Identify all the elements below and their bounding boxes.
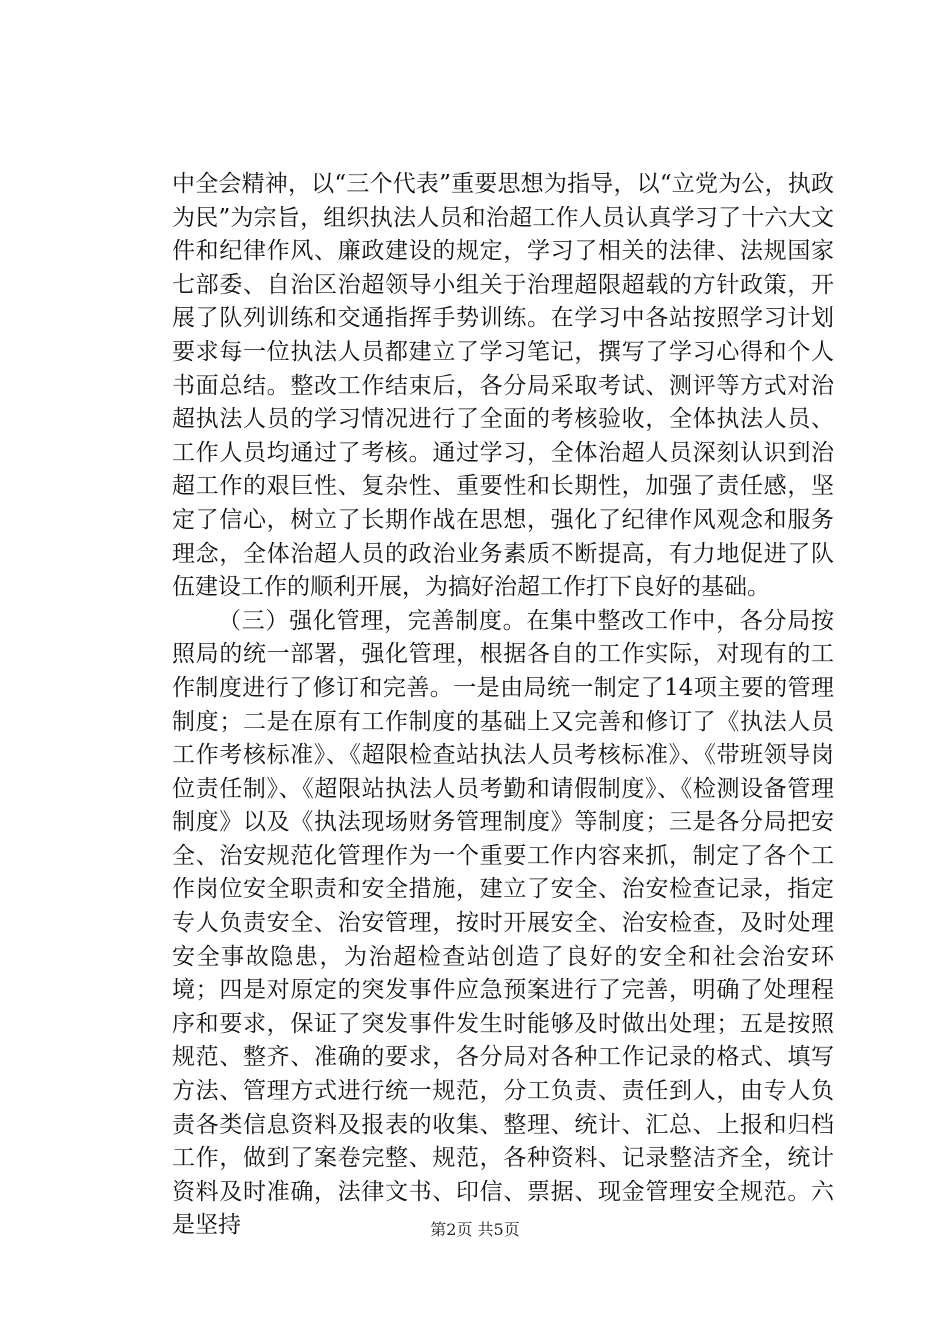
page-footer: 第2页 共5页: [430, 1220, 520, 1239]
paragraph-study: 中全会精神，以“三个代表”重要思想为指导，以“立党为公，执政为民”为宗旨，组织执法人员和治超工作人员认真学习了十六大文件和纪律作风、廉政建设的规定，学习了相关的法律、法规国家七部委、自治区治超领导小组关于治理超限超载的方针政策，开展了队列训练和交通指挥手势训练。在学习中各站按照学习计划要求每一位执法人员都建立了学习笔记，撰写了学习心得和个人书面总结。整改工作结束后，各分局采取考试、测评等方式对治超执法人员的学习情况进行了全面的考核验收，全体执法人员、工作人员均通过了考核。通过学习，全体治超人员深刻认识到治超工作的艰巨性、复杂性、重要性和长期性，加强了责任感，坚定了信心，树立了长期作战在思想，强化了纪律作风观念和服务理念，全体治超人员的政治业务素质不断提高，有力地促进了队伍建设工作的顺利开展，为搞好治超工作打下良好的基础。: [172, 171, 834, 601]
document-body: [172, 168, 834, 1243]
paragraph-management: （三）强化管理，完善制度。在集中整改工作中，各分局按照局的统一部署，强化管理，根据各自的工作实际，对现有的工作制度进行了修订和完善。一是由局统一制定了14项主要的管理制度；二是在原有工作制度的基础上又完善和修订了《执法人员工作考核标准》、《超限检查站执法人员考核标准》、《带班领导岗位责任制》、《超限站执法人员考勤和请假制度》、《检测设备管理制度》以及《执法现场财务管理制度》等制度；三是各分局把安全、治安规范化管理作为一个重要工作内容来抓，制定了各个工作岗位安全职责和安全措施，建立了安全、治安检查记录，指定专人负责安全、治安管理，按时开展安全、治安检查，及时处理安全事故隐患，为治超检查站创造了良好的安全和社会治安环境；四是对原定的突发事件应急预案进行了完善，明确了处理程序和要求，保证了突发事件发生时能够及时做出处理；五是按照规范、整齐、准确的要求，各分局对各种工作记录的格式、填写方法、管理方式进行统一规范，分工负责、责任到人，由专人负责各类信息资料及报表的收集、整理、统计、汇总、上报和归档工作，做到了案卷完整、规范，各种资料、记录整洁齐全，统计资料及时准确，法律文书、印信、票据、现金管理安全规范。六是坚持: [172, 607, 834, 1239]
